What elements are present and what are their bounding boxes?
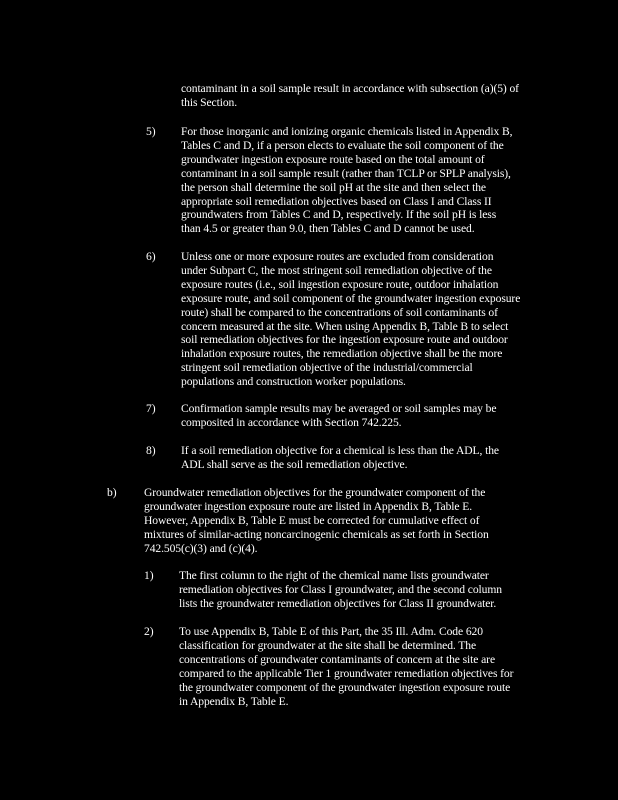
text-line: groundwater ingestion exposure route based on the total amount of [181, 152, 485, 166]
section-b-item-2-paragraph [179, 625, 513, 708]
item-5-paragraph [181, 125, 512, 236]
text-line: populations and construction worker populations. [181, 375, 406, 389]
text-line: contaminant in a soil sample result in accordance with subsection (a)(5) of [181, 82, 519, 95]
text-line: exposure route, and soil component of the groundwater ingestion exposure [181, 291, 521, 305]
text-line: If a soil remediation objective for a chemical is less than the ADL, the [181, 444, 499, 457]
text-line: contaminant in a soil sample result (rather than TCLP or SPLP analysis), [181, 166, 511, 180]
item-number: 1) [144, 569, 154, 582]
text-line: Unless one or more exposure routes are excluded from consideration [181, 250, 494, 263]
text-line: mixtures of similar-acting noncarcinogenic chemicals as set forth in Section [144, 527, 489, 541]
text-line: than 4.5 or greater than 9.0, then Tables C and D cannot be used. [181, 222, 475, 236]
item-number: 6) [146, 250, 156, 263]
text-line: appropriate soil remediation objectives based on Class I and Class II [181, 194, 492, 208]
section-b-label: b) [107, 486, 117, 499]
text-line: remediation objectives for Class I groundwater, and the second column [179, 582, 502, 596]
text-line: To use Appendix B, Table E of this Part, the 35 Ill. Adm. Code 620 [179, 625, 483, 638]
text-line: 742.505(c)(3) and (c)(4). [144, 541, 258, 555]
text-line: ADL shall serve as the soil remediation objective. [181, 457, 408, 471]
text-line: this Section. [181, 95, 238, 109]
text-line: Tables C and D, if a person elects to evaluate the soil component of the [181, 138, 504, 152]
text-line: classification for groundwater at the site shall be determined. The [179, 638, 476, 652]
text-line: The first column to the right of the chemical name lists groundwater [179, 569, 489, 582]
text-line: exposure routes (i.e., soil ingestion exposure route, outdoor inhalation [181, 277, 499, 291]
text-line: in Appendix B, Table E. [179, 694, 289, 708]
text-line: composited in accordance with Section 742.225. [181, 415, 402, 429]
section-b-paragraph [144, 486, 489, 556]
text-line: the groundwater component of the groundwater ingestion exposure route [179, 680, 511, 694]
text-line: However, Appendix B, Table E must be corrected for cumulative effect of [144, 513, 480, 527]
item-number: 8) [146, 444, 156, 457]
text-line: inhalation exposure routes, the remediation objective shall be the more [181, 347, 503, 361]
section-b-item-1-paragraph [179, 569, 502, 611]
text-line: Groundwater remediation objectives for the groundwater component of the [144, 486, 486, 499]
item-number: 2) [144, 625, 154, 638]
item-number: 7) [146, 402, 156, 415]
item-6-paragraph [181, 250, 520, 389]
text-line: Confirmation sample results may be averaged or soil samples may be [181, 402, 497, 415]
item-8-paragraph [181, 444, 499, 472]
text-line: lists the groundwater remediation objectives for Class II groundwater. [179, 596, 497, 610]
text-line: groundwaters from Tables C and D, respectively. If the soil pH is less [181, 208, 497, 222]
text-line: concentrations of groundwater contaminants of concern at the site are [179, 652, 495, 666]
item-number: 5) [146, 125, 156, 138]
text-line: soil remediation objectives for the ingestion exposure route and outdoor [181, 333, 508, 347]
text-line: For those inorganic and ionizing organic chemicals listed in Appendix B, [181, 125, 513, 138]
item-7-paragraph [181, 402, 496, 430]
text-line: route) shall be compared to the concentrations of soil contaminants of [181, 305, 498, 319]
continuation-paragraph [181, 82, 519, 110]
text-line: stringent soil remediation objective of the industrial/commercial [181, 361, 473, 375]
text-line: groundwater ingestion exposure route are listed in Appendix B, Table E. [144, 499, 473, 513]
text-line: concern measured at the site. When using Appendix B, Table B to select [181, 319, 509, 333]
text-line: compared to the applicable Tier 1 groundwater remediation objectives for [179, 666, 514, 680]
text-line: the person shall determine the soil pH at the site and then select the [181, 180, 486, 194]
text-line: under Subpart C, the most stringent soil remediation objective of the [181, 263, 492, 277]
